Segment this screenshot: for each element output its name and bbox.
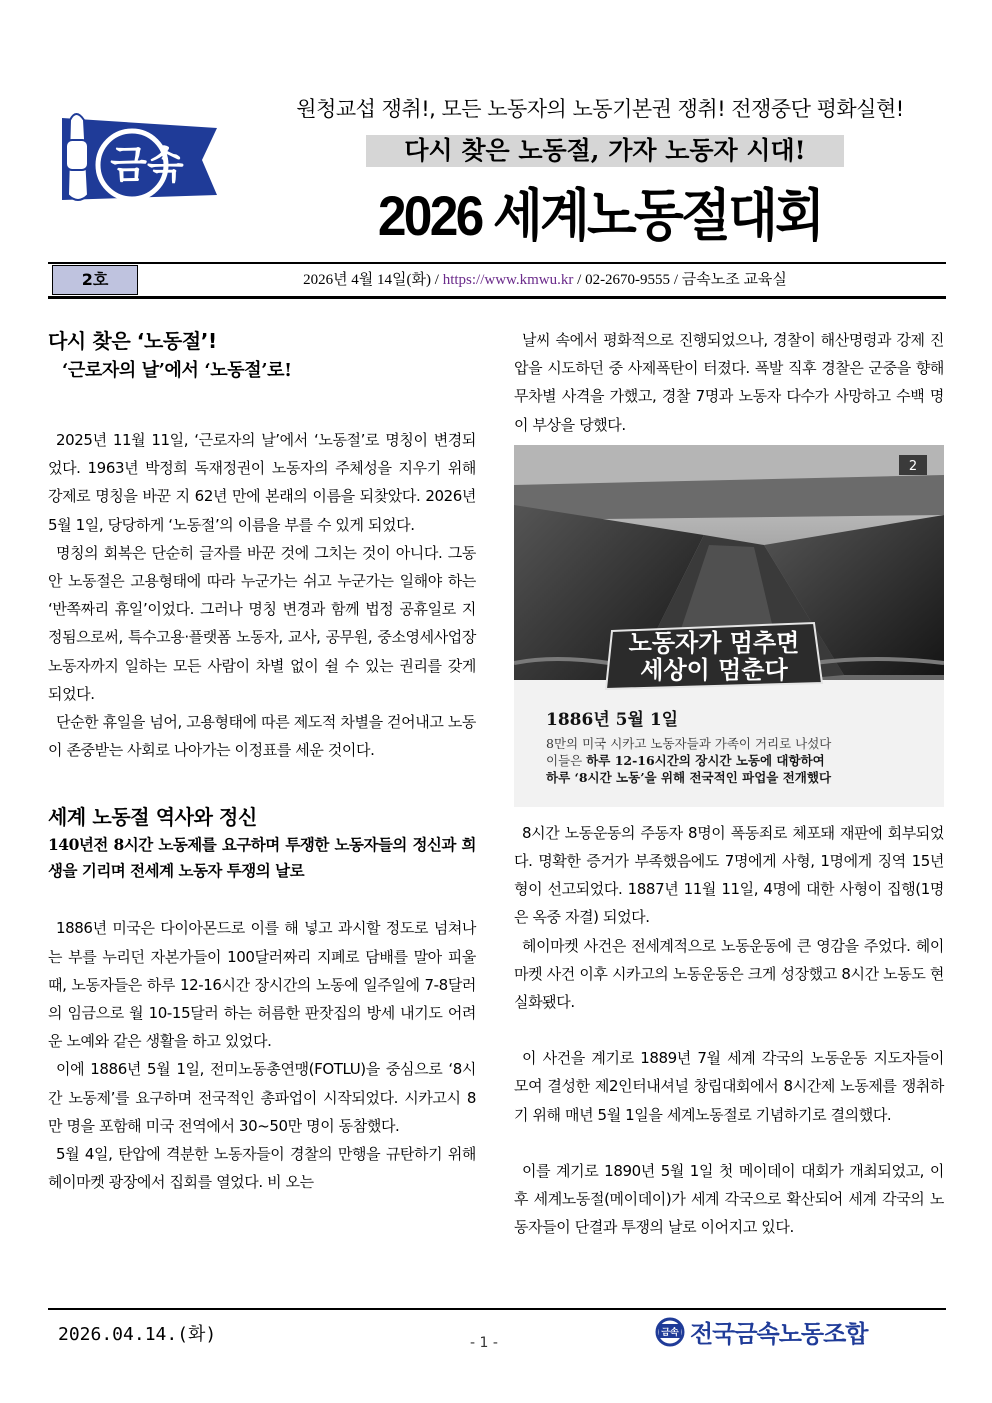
phone-number: 02-2670-9555 (585, 272, 671, 288)
paragraph: 명칭의 회복은 단순히 글자를 바꾼 것에 그치는 것이 아니다. 그동안 노동절은 고용형태에 따라 누군가는 쉬고 누군가는 일해야 하는 ‘반쪽짜리 휴일’이었다. 그러나 명칭 변경과 함께 법정 공휴일로 지정됨으로써, 특수고용·플랫폼 노동자, 교사, 공무원, 중소영세사업장 노동자까지 일하는 모든 사람이 차별 없이 쉴 수 있는 권리를 갖게 되었다. (48, 543, 476, 703)
paragraph: 단순한 휴일을 넘어, 고용형태에 따른 제도적 차별을 걷어내고 노동이 존중받는 사회로 나아가는 이정표를 세운 것이다. (48, 713, 476, 760)
website-link[interactable]: https://www.kmwu.kr (442, 272, 574, 288)
section2-subheading: 140년전 8시간 노동제를 요구하며 투쟁한 노동자들의 정신과 희생을 기리며 전세계 노동자 투쟁의 날로 (48, 835, 476, 881)
paragraph: 8시간 노동운동의 주동자 8명이 폭동죄로 체포돼 재판에 회부되었다. 명확한 증거가 부족했음에도 7명에게 사형, 1명에게 징역 15년형이 선고되었다. 1887년 11월 11일, 4명에 대한 사형이 집행(1명은 옥중 자결) 되었다. (514, 823, 944, 927)
photo-caption-2a: 이들은 (546, 753, 587, 768)
issue-number: 2호 (81, 270, 109, 289)
paragraph: 이 사건을 계기로 1889년 7월 세계 각국의 노동운동 지도자들이 모여 결성한 제2인터내셔널 창립대회에서 8시간제 노동제를 쟁취하기 위해 매년 5월 1일을 세계노동절로 기념하기로 결의했다. (514, 1049, 944, 1124)
footer-rule (48, 1308, 946, 1310)
section1-heading: 다시 찾은 ‘노동절’! (48, 329, 217, 353)
banner-line2: 세상이 멈춘다 (640, 656, 788, 684)
issue-meta (150, 265, 940, 295)
section1-subheading: ‘근로자의 날’에서 ‘노동절’로! (62, 360, 292, 381)
photo-badge: 2 (908, 459, 918, 474)
photo-caption-2b: 하루 12-16시간의 장시간 노동에 대항하여 (586, 753, 825, 768)
banner-line1: 노동자가 멈추면 (628, 629, 800, 657)
paragraph: 1886년 미국은 다이아몬드로 이를 해 넣고 과시할 정도로 넘쳐나는 부를 누리던 자본가들이 100달러짜리 지폐로 담배를 말아 피울 때, 노동자들은 하루 12-16시간 장시간의 노동에 일주일에 7-8달러의 임금으로 월 10-15달러 하는 허름한 판잣집의 방세 내기도 어려운 노예와 같은 생활을 하고 있었다. (48, 919, 476, 1051)
page-number: - 1 - (470, 1335, 498, 1351)
logo-text: 금속 (110, 143, 184, 187)
subtitle: 다시 찾은 노동절, 가자 노동자 시대! (404, 136, 806, 165)
separator: / (670, 272, 682, 288)
section2-heading: 세계 노동절 역사와 정신 (48, 805, 257, 830)
paragraph: 이에 1886년 5월 1일, 전미노동총연맹(FOTLU)을 중심으로 ‘8시간 노동제’를 요구하며 전국적인 총파업이 시작되었다. 시카고시 8만 명을 포함해 미국 전역에서 30~50만 명이 동참했다. (48, 1060, 476, 1135)
left-column (48, 326, 476, 1196)
photo-caption-3: 하루 ‘8시간 노동’을 위해 전국적인 파업을 전개했다 (546, 770, 832, 785)
paragraph: 날씨 속에서 평화적으로 진행되었으나, 경찰이 해산명령과 강제 진압을 시도하던 중 사제폭탄이 터졌다. 폭발 직후 경찰은 군중을 향해 무차별 사격을 가했고, 경찰 7명과 노동자 다수가 사망하고 수백 명이 부상을 당했다. (514, 331, 944, 434)
department: 금속노조 교육실 (681, 272, 787, 288)
issue-date: 2026년 4월 14일(화) (303, 272, 432, 288)
separator: / (431, 272, 443, 288)
separator: / (573, 272, 586, 288)
footer-date: 2026.04.14.(화) (58, 1324, 217, 1345)
photo-caption-1: 8만의 미국 시카고 노동자들과 가족이 거리로 나섰다 (546, 736, 832, 751)
photo-caption-2 (546, 753, 825, 768)
main-title: 2026 세계노동절대회 (377, 184, 823, 247)
haymarket-photo (514, 445, 944, 807)
top-rule (48, 262, 946, 264)
issue-rule (48, 296, 946, 299)
paragraph: 5월 4일, 탄압에 격분한 노동자들이 경찰의 만행을 규탄하기 위해 헤이마켓 광장에서 집회를 열었다. 비 오는 (48, 1145, 476, 1192)
paragraph: 이를 계기로 1890년 5월 1일 첫 메이데이 대회가 개최되었고, 이후 세계노동절(메이데이)가 세계 각국으로 확산되어 세계 각국의 노동자들이 단결과 투쟁의 날로 이어지고 있다. (514, 1161, 944, 1237)
footer-logo-text: 금속 (661, 1328, 679, 1338)
kmwu-small-logo-icon (655, 1312, 685, 1350)
organization-name: 전국금속노동조합 (690, 1320, 868, 1348)
photo-date: 1886년 5월 1일 (546, 710, 679, 730)
paragraph: 헤이마켓 사건은 전세계적으로 노동운동에 큰 영감을 주었다. 헤이마켓 사건 이후 시카고의 노동운동은 크게 성장했고 8시간 노동도 현실화됐다. (514, 936, 944, 1012)
slogan: 원청교섭 쟁취!, 모든 노동자의 노동기본권 쟁취! 전쟁중단 평화실현! (296, 97, 904, 121)
paragraph: 2025년 11월 11일, ‘근로자의 날’에서 ‘노동절’로 명칭이 변경되었다. 1963년 박정희 독재정권이 노동자의 주체성을 지우기 위해 강제로 명칭을 바꾼 지 62년 만에 본래의 이름을 되찾았다. 2026년 5월 1일, 당당하게 ‘노동절’의 이름을 부를 수 있게 되었다. (48, 431, 476, 534)
kmwu-logo (52, 100, 222, 220)
